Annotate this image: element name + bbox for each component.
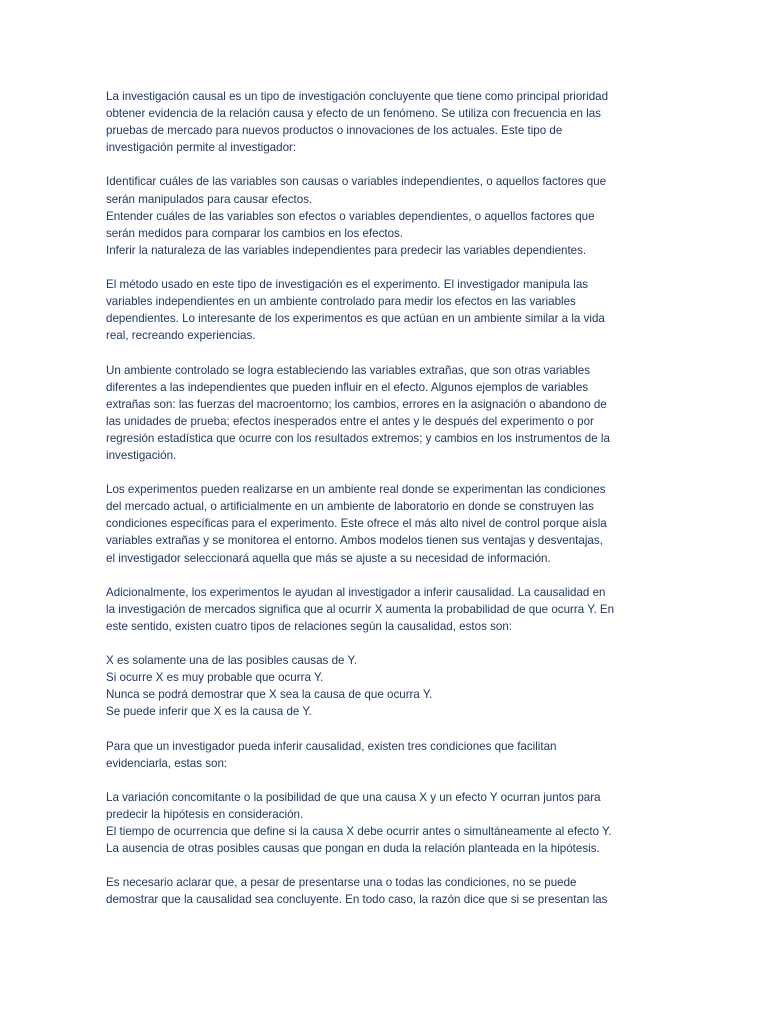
text-line: condiciones específicas para el experimento. Este ofrece el más alto nivel de control porque aísla: [106, 517, 607, 531]
text-line: serán medidos para comparar los cambios en los efectos.: [106, 226, 404, 240]
text-line: Los experimentos pueden realizarse en un ambiente real donde se experimentan las condiciones: [106, 483, 606, 497]
text-line: demostrar que la causalidad sea concluyente. En todo caso, la razón dice que si se presentan las: [106, 893, 608, 907]
text-line: regresión estadística que ocurre con los resultados extremos; y cambios en los instrumentos de la: [106, 431, 610, 445]
paragraph: [106, 652, 666, 720]
text-line: Identificar cuáles de las variables son causas o variables independientes, o aquellos factores que: [106, 175, 607, 189]
text-line: Se puede inferir que X es la causa de Y.: [106, 705, 312, 719]
text-line: diferentes a las independientes que pueden influir en el efecto. Algunos ejemplos de variables: [106, 380, 589, 394]
text-line: pruebas de mercado para nuevos productos o innovaciones de los actuales. Este tipo de: [106, 124, 563, 138]
text-line: El tiempo de ocurrencia que define si la causa X debe ocurrir antes o simultáneamente al efecto Y.: [106, 825, 612, 839]
text-line: el investigador seleccionará aquella que más se ajuste a su necesidad de información.: [106, 551, 551, 565]
text-line: las unidades de prueba; efectos inesperados entre el antes y le después del experimento o por: [106, 414, 594, 428]
text-line: La ausencia de otras posibles causas que pongan en duda la relación planteada en la hipótesis.: [106, 842, 600, 856]
paragraph: [106, 362, 666, 465]
text-line: variables extrañas y se monitorea el entorno. Ambos modelos tienen sus ventajas y desventajas,: [106, 534, 603, 548]
text-line: Inferir la naturaleza de las variables independientes para predecir las variables dependientes.: [106, 243, 587, 257]
text-line: este sentido, existen cuatro tipos de relaciones según la causalidad, estos son:: [106, 619, 513, 633]
text-line: del mercado actual, o artificialmente en un ambiente de laboratorio en donde se construyen las: [106, 500, 594, 514]
text-line: real, recreando experiencias.: [106, 329, 256, 343]
text-line: La variación concomitante o la posibilidad de que una causa X y un efecto Y ocurran juntos para: [106, 790, 601, 804]
text-line: la investigación de mercados significa que al ocurrir X aumenta la probabilidad de que ocurra Y. En: [106, 602, 615, 616]
text-line: investigación.: [106, 448, 177, 462]
text-line: Adicionalmente, los experimentos le ayudan al investigador a inferir causalidad. La causalidad en: [106, 585, 606, 599]
paragraph: [106, 481, 666, 566]
text-line: predecir la hipótesis en consideración.: [106, 807, 304, 821]
text-line: investigación permite al investigador:: [106, 141, 297, 155]
paragraph: [106, 789, 666, 857]
text-line: evidenciarla, estas son:: [106, 756, 228, 770]
document-body: [106, 88, 666, 926]
text-line: X es solamente una de las posibles causas de Y.: [106, 654, 357, 668]
text-line: serán manipulados para causar efectos.: [106, 192, 313, 206]
text-line: dependientes. Lo interesante de los experimentos es que actúan en un ambiente similar a la vida: [106, 312, 605, 326]
text-line: variables independientes en un ambiente controlado para medir los efectos en las variables: [106, 295, 576, 309]
text-line: Para que un investigador pueda inferir causalidad, existen tres condiciones que facilitan: [106, 739, 557, 753]
paragraph: [106, 88, 666, 156]
text-line: extrañas son: las fuerzas del macroentorno; los cambios, errores en la asignación o abandono de: [106, 397, 607, 411]
paragraph: [106, 276, 666, 344]
text-line: Un ambiente controlado se logra estableciendo las variables extrañas, que son otras variables: [106, 363, 590, 377]
text-line: Nunca se podrá demostrar que X sea la causa de que ocurra Y.: [106, 688, 433, 702]
text-line: Es necesario aclarar que, a pesar de presentarse una o todas las condiciones, no se puede: [106, 876, 577, 890]
text-line: El método usado en este tipo de investigación es el experimento. El investigador manipula las: [106, 278, 589, 292]
text-line: La investigación causal es un tipo de investigación concluyente que tiene como principal prioridad: [106, 90, 609, 103]
paragraph: [106, 738, 666, 772]
text-line: obtener evidencia de la relación causa y efecto de un fenómeno. Se utiliza con frecuencia en las: [106, 107, 601, 121]
paragraph: [106, 584, 666, 635]
paragraph: [106, 173, 666, 258]
paragraph: [106, 874, 666, 908]
text-line: Si ocurre X es muy probable que ocurra Y.: [106, 671, 324, 685]
text-line: Entender cuáles de las variables son efectos o variables dependientes, o aquellos factores que: [106, 209, 595, 223]
